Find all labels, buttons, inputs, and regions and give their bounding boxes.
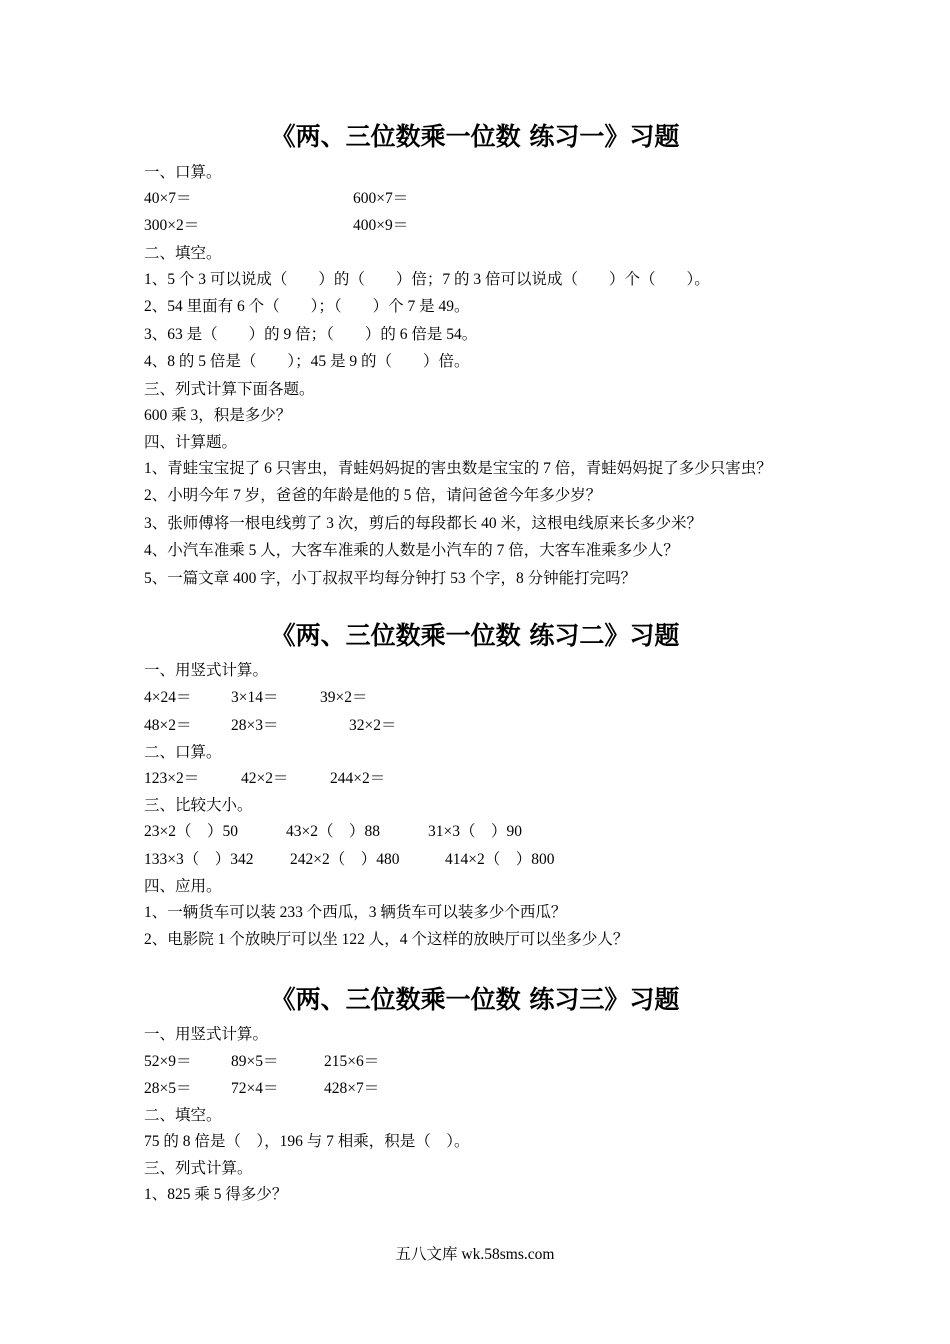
ex3-calc-question: 1、825 乘 5 得多少？ [144,1186,288,1203]
ex1-section-2-heading: 二、填空。 [144,245,222,262]
ex2-vertical-item: 39×2＝ [320,689,368,706]
ex3-vertical-item: 215×6＝ [324,1053,380,1070]
ex1-section-3-heading: 三、列式计算下面各题。 [144,381,315,398]
exercise-3-title: 《两、三位数乘一位数 练习三》习题 [270,985,680,1014]
ex3-vertical-item: 28×5＝ [144,1080,192,1097]
ex2-compare-item: 23×2（ ）50 [144,823,238,840]
ex2-compare-item: 43×2（ ）88 [286,823,380,840]
ex2-oral-item: 123×2＝ [144,770,200,787]
ex2-compare-item: 133×3（ ）342 [144,851,254,868]
ex1-fill-item: 3、63 是（ ）的 9 倍；（ ）的 6 倍是 54。 [144,326,478,343]
ex2-vertical-item: 4×24＝ [144,689,192,706]
ex2-apply-item: 2、电影院 1 个放映厅可以坐 122 人，4 个这样的放映厅可以坐多少人？ [144,931,629,948]
ex1-fill-item: 4、8 的 5 倍是（ ）；45 是 9 的（ ）倍。 [144,353,470,370]
ex3-section-2-heading: 二、填空。 [144,1107,222,1124]
ex3-vertical-item: 89×5＝ [231,1053,279,1070]
ex2-oral-item: 244×2＝ [330,770,386,787]
ex1-section-1-heading: 一、口算。 [144,164,222,181]
ex2-vertical-item: 32×2＝ [349,717,397,734]
ex3-fill-item: 75 的 8 倍是（ ），196 与 7 相乘，积是（ ）。 [144,1133,470,1150]
ex1-oral-item: 300×2＝ [144,217,200,234]
ex1-problem-item: 1、青蛙宝宝捉了 6 只害虫，青蛙妈妈捉的害虫数是宝宝的 7 倍，青蛙妈妈捉了多少只害虫？ [144,460,772,477]
ex2-vertical-item: 28×3＝ [231,717,279,734]
ex1-problem-item: 2、小明今年 7 岁，爸爸的年龄是他的 5 倍，请问爸爸今年多少岁？ [144,487,602,504]
ex2-section-2-heading: 二、口算。 [144,744,222,761]
ex1-oral-item: 400×9＝ [353,217,409,234]
ex2-compare-item: 414×2（ ）800 [445,851,555,868]
ex2-compare-item: 31×3（ ）90 [428,823,522,840]
ex3-vertical-item: 72×4＝ [231,1080,279,1097]
ex2-section-1-heading: 一、用竖式计算。 [144,662,269,679]
ex1-problem-item: 5、一篇文章 400 字，小丁叔叔平均每分钟打 53 个字，8 分钟能打完吗？ [144,570,637,587]
ex2-vertical-item: 3×14＝ [231,689,279,706]
exercise-2-title: 《两、三位数乘一位数 练习二》习题 [270,621,680,650]
ex2-oral-item: 42×2＝ [241,770,289,787]
ex3-vertical-item: 428×7＝ [324,1080,380,1097]
ex1-problem-item: 4、小汽车准乘 5 人，大客车准乘的人数是小汽车的 7 倍，大客车准乘多少人？ [144,542,679,559]
footer-watermark: 五八文库 wk.58sms.com [395,1246,555,1263]
ex1-section-4-heading: 四、计算题。 [144,434,238,451]
ex1-calc-question: 600 乘 3，积是多少？ [144,407,292,424]
ex2-vertical-item: 48×2＝ [144,717,192,734]
ex1-oral-item: 600×7＝ [353,190,409,207]
ex3-section-3-heading: 三、列式计算。 [144,1160,253,1177]
ex3-section-1-heading: 一、用竖式计算。 [144,1026,269,1043]
ex1-problem-item: 3、张师傅将一根电线剪了 3 次，剪后的每段都长 40 米，这根电线原来长多少米？ [144,515,703,532]
exercise-1-title: 《两、三位数乘一位数 练习一》习题 [270,122,680,151]
ex2-section-4-heading: 四、应用。 [144,878,222,895]
ex2-apply-item: 1、一辆货车可以装 233 个西瓜，3 辆货车可以装多少个西瓜？ [144,904,567,921]
ex1-oral-item: 40×7＝ [144,190,192,207]
ex1-fill-item: 1、5 个 3 可以说成（ ）的（ ）倍；7 的 3 倍可以说成（ ）个（ ）。 [144,271,710,288]
ex2-section-3-heading: 三、比较大小。 [144,797,253,814]
ex2-compare-item: 242×2（ ）480 [290,851,400,868]
ex3-vertical-item: 52×9＝ [144,1053,192,1070]
ex1-fill-item: 2、54 里面有 6 个（ ）；（ ）个 7 是 49。 [144,298,470,315]
